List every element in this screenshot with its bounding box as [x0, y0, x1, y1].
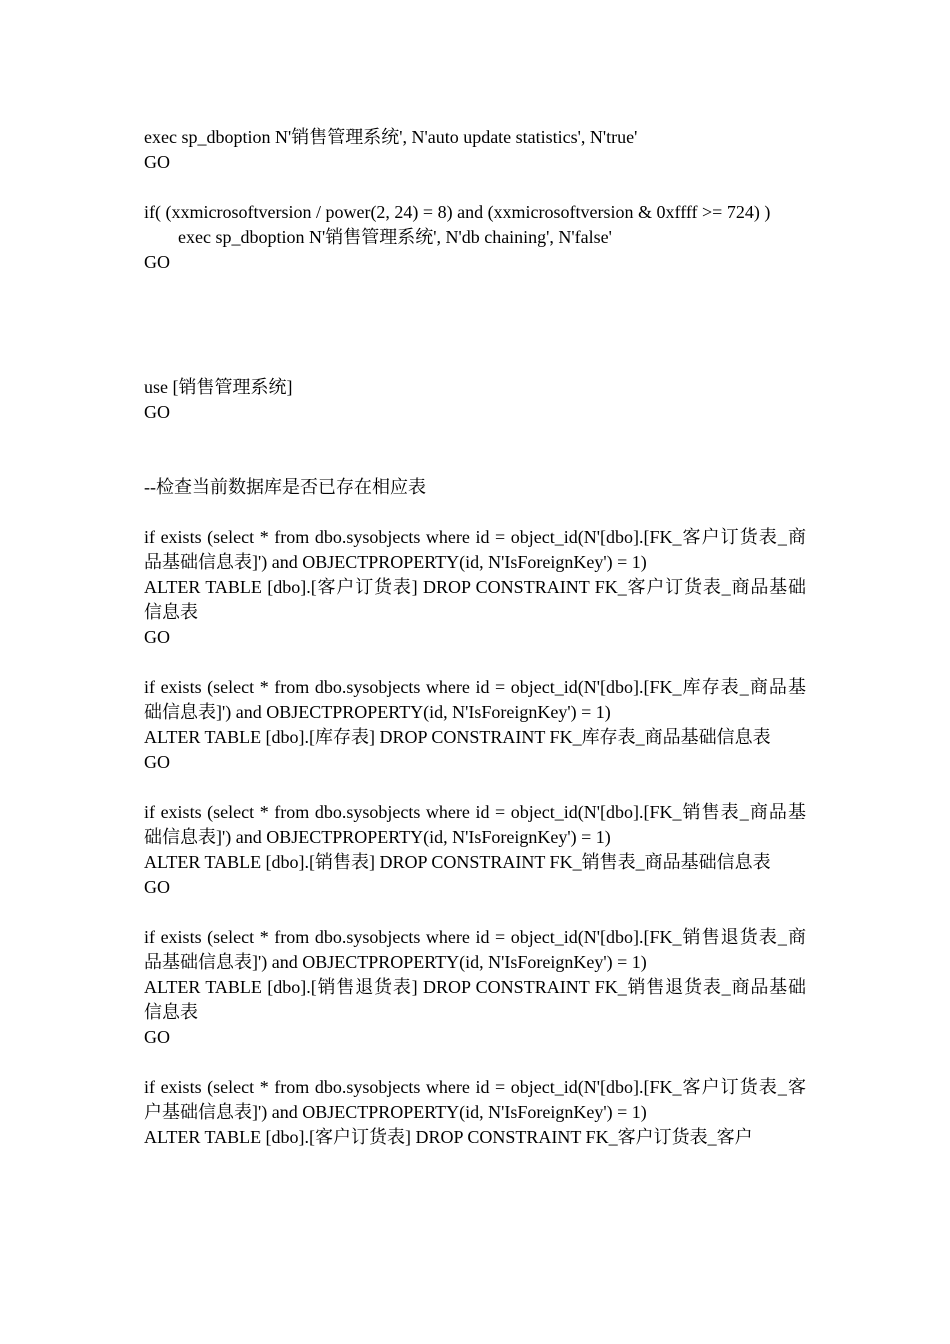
if-exists-line: if exists (select * from dbo.sysobjects where id = object_id(N'[dbo].[FK_客户订货表_商品基础信息表]') and OBJECTPROPERTY(id, N'IsForeignKey') = 1)	[144, 527, 806, 572]
go-statement: GO	[144, 152, 170, 172]
code-line-indented: exec sp_dboption N'销售管理系统', N'db chaining', N'false'	[178, 227, 612, 247]
alter-table-line: ALTER TABLE [dbo].[销售表] DROP CONSTRAINT FK_销售表_商品基础信息表	[144, 852, 771, 872]
go-statement: GO	[144, 627, 170, 647]
if-exists-line: if exists (select * from dbo.sysobjects where id = object_id(N'[dbo].[FK_销售退货表_商品基础信息表]') and OBJECTPROPERTY(id, N'IsForeignKey') = 1)	[144, 927, 806, 972]
blank-line	[144, 450, 806, 475]
drop-constraint-block	[144, 525, 806, 650]
go-statement: GO	[144, 252, 170, 272]
alter-table-line: ALTER TABLE [dbo].[客户订货表] DROP CONSTRAINT FK_客户订货表_商品基础信息表	[144, 577, 806, 622]
blank-line	[144, 900, 806, 925]
drop-constraint-block	[144, 1075, 806, 1150]
blank-line	[144, 650, 806, 675]
code-line: use [销售管理系统]	[144, 377, 293, 397]
if-exists-line: if exists (select * from dbo.sysobjects where id = object_id(N'[dbo].[FK_库存表_商品基础信息表]') and OBJECTPROPERTY(id, N'IsForeignKey') = 1)	[144, 677, 806, 722]
sp-dboption-auto-update-block	[144, 125, 806, 175]
document-body	[144, 125, 806, 1150]
blank-line	[144, 1050, 806, 1075]
blank-line	[144, 175, 806, 200]
alter-table-line: ALTER TABLE [dbo].[库存表] DROP CONSTRAINT FK_库存表_商品基础信息表	[144, 727, 771, 747]
code-line: if( (xxmicrosoftversion / power(2, 24) = 8) and (xxmicrosoftversion & 0xffff >= 724) )	[144, 202, 771, 222]
alter-table-line: ALTER TABLE [dbo].[客户订货表] DROP CONSTRAINT FK_客户订货表_客户	[144, 1127, 753, 1147]
code-line: exec sp_dboption N'销售管理系统', N'auto update statistics', N'true'	[144, 127, 638, 147]
blank-gap	[144, 275, 806, 375]
drop-constraint-block	[144, 675, 806, 775]
blank-line	[144, 775, 806, 800]
version-check-block	[144, 200, 806, 275]
alter-table-line: ALTER TABLE [dbo].[销售退货表] DROP CONSTRAINT FK_销售退货表_商品基础信息表	[144, 977, 806, 1022]
sql-comment: --检查当前数据库是否已存在相应表	[144, 477, 426, 497]
use-database-block	[144, 375, 806, 425]
blank-line	[144, 425, 806, 450]
if-exists-line: if exists (select * from dbo.sysobjects where id = object_id(N'[dbo].[FK_客户订货表_客户基础信息表]') and OBJECTPROPERTY(id, N'IsForeignKey') = 1)	[144, 1077, 806, 1122]
go-statement: GO	[144, 1027, 170, 1047]
if-exists-line: if exists (select * from dbo.sysobjects where id = object_id(N'[dbo].[FK_销售表_商品基础信息表]') and OBJECTPROPERTY(id, N'IsForeignKey') = 1)	[144, 802, 806, 847]
go-statement: GO	[144, 402, 170, 422]
go-statement: GO	[144, 877, 170, 897]
blank-line	[144, 500, 806, 525]
drop-constraint-block	[144, 925, 806, 1050]
go-statement: GO	[144, 752, 170, 772]
drop-constraint-block	[144, 800, 806, 900]
